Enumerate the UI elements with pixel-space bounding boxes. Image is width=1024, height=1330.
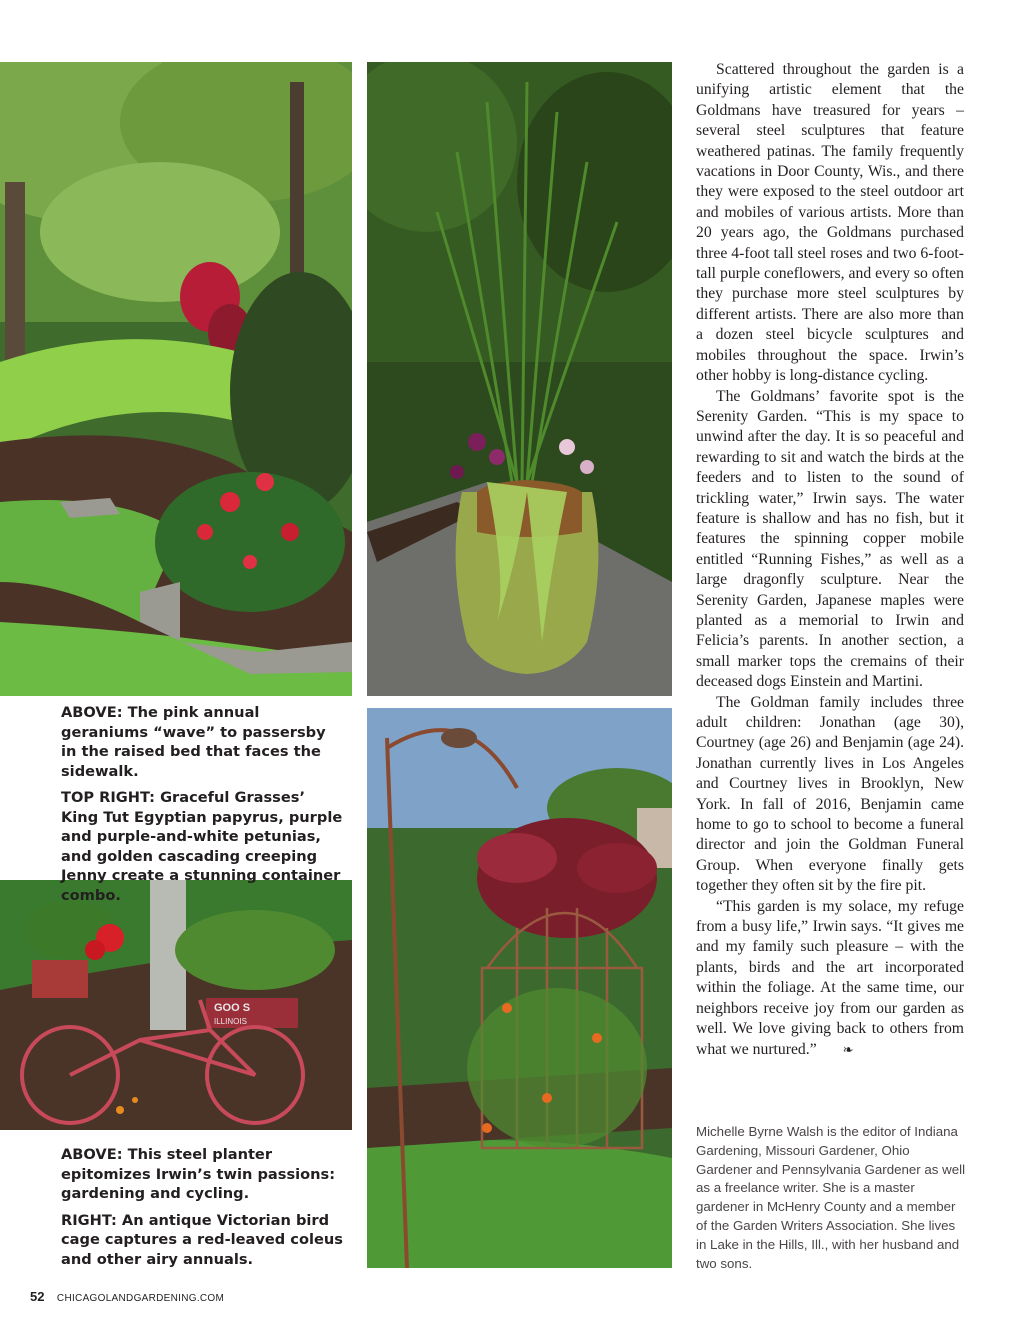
- article-paragraph-text: “This garden is my solace, my refuge from a busy life,” Irwin says. “It gives me and my family such pleasure – with the plants, birds and the art incorporated within the foliage. At the same time, our neighbors receive joy from our garden as well. We love giving back to others from what we nurtured.”: [696, 897, 964, 1058]
- bike-sign-line2: ILLINOIS: [214, 1017, 247, 1026]
- article-paragraph: The Goldman family includes three adult children: Jonathan (age 30), Courtney (age 26) and Benjamin (age 24). Jonathan currently lives in Los Angeles and Courtney lives in Brooklyn, New York. In fall of 2016, Benjamin came home to go to school to become a funeral director and join the Goldman Funeral Group. When everyone finally gets together they often sit by the fire pit.: [696, 693, 964, 895]
- article-body: [696, 60, 964, 1060]
- caption-bird-cage: RIGHT: An antique Victorian bird cage captures a red-leaved coleus and other airy annuals.: [61, 1211, 343, 1268]
- papyrus-container-photo: [367, 62, 672, 696]
- caption-block-top: [61, 703, 346, 912]
- website-url: CHICAGOLANDGARDENING.COM: [56, 1293, 225, 1304]
- caption-block-bottom: [61, 1145, 346, 1276]
- bird-cage-photo: [367, 708, 672, 1268]
- garden-path-photo: [0, 62, 352, 696]
- end-mark-icon: ❧: [842, 1041, 854, 1057]
- bike-sign-line1: GOO S: [214, 1002, 251, 1014]
- caption-papyrus: TOP RIGHT: Graceful Grasses’ King Tut Egyptian papyrus, purple and purple-and-white petunias, and golden cascading creeping Jenny create a stunning container combo.: [61, 789, 343, 904]
- bicycle-planter-photo: [0, 880, 352, 1130]
- article-paragraph-last: [696, 897, 964, 1060]
- article-paragraph: Scattered throughout the garden is a unifying artistic element that the Goldmans have treasured for years – several steel sculptures that feature weathered patinas. The family frequently vacations in Door County, Wis., and there they were exposed to the steel outdoor art and mobiles of various artists. More than 20 years ago, the Goldmans purchased three 4-foot tall steel roses and two 6-foot-tall purple coneflowers, and every so often they purchase more steel sculptures by different artists. There are also more than a dozen steel bicycle sculptures and mobiles throughout the space. Irwin’s other hobby is long-distance cycling.: [696, 61, 964, 385]
- caption-garden-path: ABOVE: The pink annual geraniums “wave” to passersby in the raised bed that faces the sidewalk.: [61, 704, 326, 780]
- page-footer: [30, 1288, 224, 1306]
- caption-bike-planter: ABOVE: This steel planter epitomizes Irwin’s twin passions: gardening and cycling.: [61, 1146, 336, 1202]
- article-paragraph: The Goldmans’ favorite spot is the Serenity Garden. “This is my space to unwind after the day. It is so peaceful and rewarding to sit and watch the birds at the feeders and to listen to the sound of trickling water,” Irwin says. The water feature is shallow and has no fish, but it features the spinning copper mobile entitled “Running Fishes,” as well as a large dragonfly sculpture. Near the Serenity Garden, Japanese maples were planted as a memorial to Irwin and Felicia’s parents. In another section, a small marker tops the cremains of their deceased dogs Einstein and Martini.: [696, 387, 964, 691]
- page-number: 52: [30, 1289, 45, 1304]
- author-bio: Michelle Byrne Walsh is the editor of Indiana Gardening, Missouri Gardener, Ohio Gardener and Pennsylvania Gardener as well as a freelance writer. She is a master gardener in McHenry County and a member of the Garden Writers Association. She lives in Lake in the Hills, Ill., with her husband and two sons.: [696, 1124, 966, 1271]
